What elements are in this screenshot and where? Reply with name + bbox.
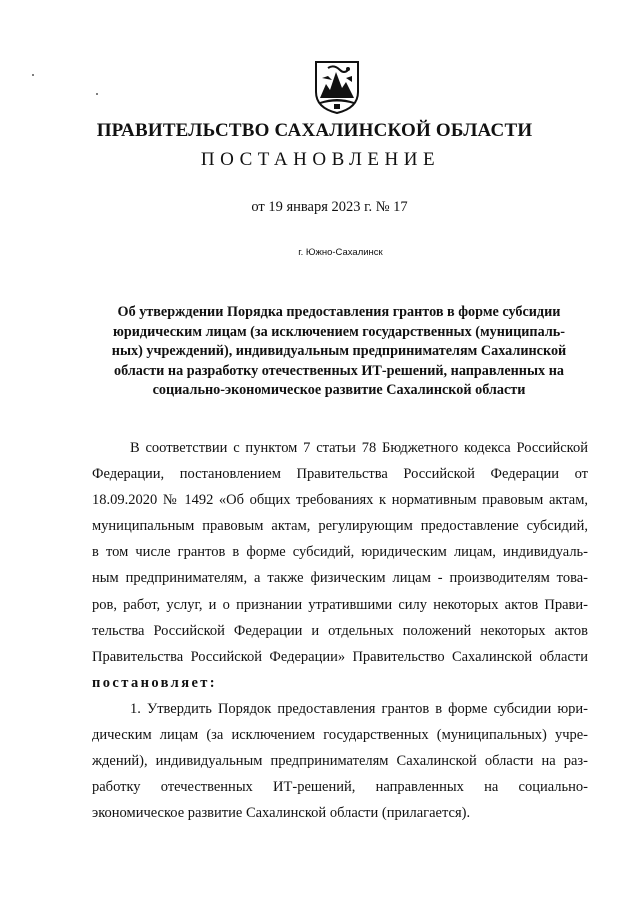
preamble-line: тельства Российской Федерации и отдельных положений некоторых актов [92, 622, 588, 639]
coat-of-arms-icon [312, 58, 362, 114]
resolves-word: постановляет: [92, 674, 218, 691]
item-1-line: экономическое развитие Сахалинской области (прилагается). [92, 805, 471, 822]
subject-line: юридическим лицам (за исключением государственных (муниципаль- [112, 323, 566, 340]
item-1-line: ждений), индивидуальным предпринимателям Сахалинской области на раз- [92, 753, 588, 770]
scan-speck [32, 74, 34, 76]
item-1-line: дическим лицам (за исключением государственных (муниципальных) учре- [92, 727, 588, 744]
government-title: ПРАВИТЕЛЬСТВО САХАЛИНСКОЙ ОБЛАСТИ [96, 120, 533, 141]
subject-line: ных) учреждений), индивидуальным предпринимателям Сахалинской [111, 343, 567, 360]
item-1-line: 1. Утвердить Порядок предоставления грантов в форме субсидии юри- [130, 700, 588, 717]
document-date-number: от 19 января 2023 г. № 17 [251, 199, 408, 215]
subject-line: Об утверждении Порядка предоставления грантов в форме субсидии [117, 304, 561, 320]
document-city: г. Южно-Сахалинск [298, 247, 383, 258]
document-type: ПОСТАНОВЛЕНИЕ [200, 149, 441, 170]
document-body [92, 435, 588, 826]
preamble-line: Правительства Российской Федерации» Правительство Сахалинской области [92, 648, 588, 665]
scan-speck [96, 93, 98, 95]
preamble-line: 18.09.2020 № 1492 «Об общих требованиях к нормативным правовым актам, [92, 492, 588, 509]
subject-line: области на разработку отечественных ИТ-решений, направленных на [114, 362, 564, 379]
preamble-line: ров, работ, услуг, и о признании утратившими силу некоторых актов Прави- [92, 596, 588, 613]
subject-line: социально-экономическое развитие Сахалинской области [152, 382, 526, 399]
preamble-line: ным предпринимателям, а также физическим лицам - производителям това- [92, 570, 588, 587]
preamble-line: В соответствии с пунктом 7 статьи 78 Бюджетного кодекса Российской [130, 440, 588, 456]
preamble-line: муниципальным правовым актам, регулирующим предоставление субсидий, [92, 518, 588, 535]
preamble-line: в том числе грантов в форме субсидий, юридическим лицам, индивидуаль- [92, 544, 588, 561]
preamble-line: Федерации, постановлением Правительства Российской Федерации от [92, 466, 588, 483]
item-1-line: работку отечественных ИТ-решений, направленных на социально- [92, 779, 588, 796]
document-subject [92, 303, 586, 401]
